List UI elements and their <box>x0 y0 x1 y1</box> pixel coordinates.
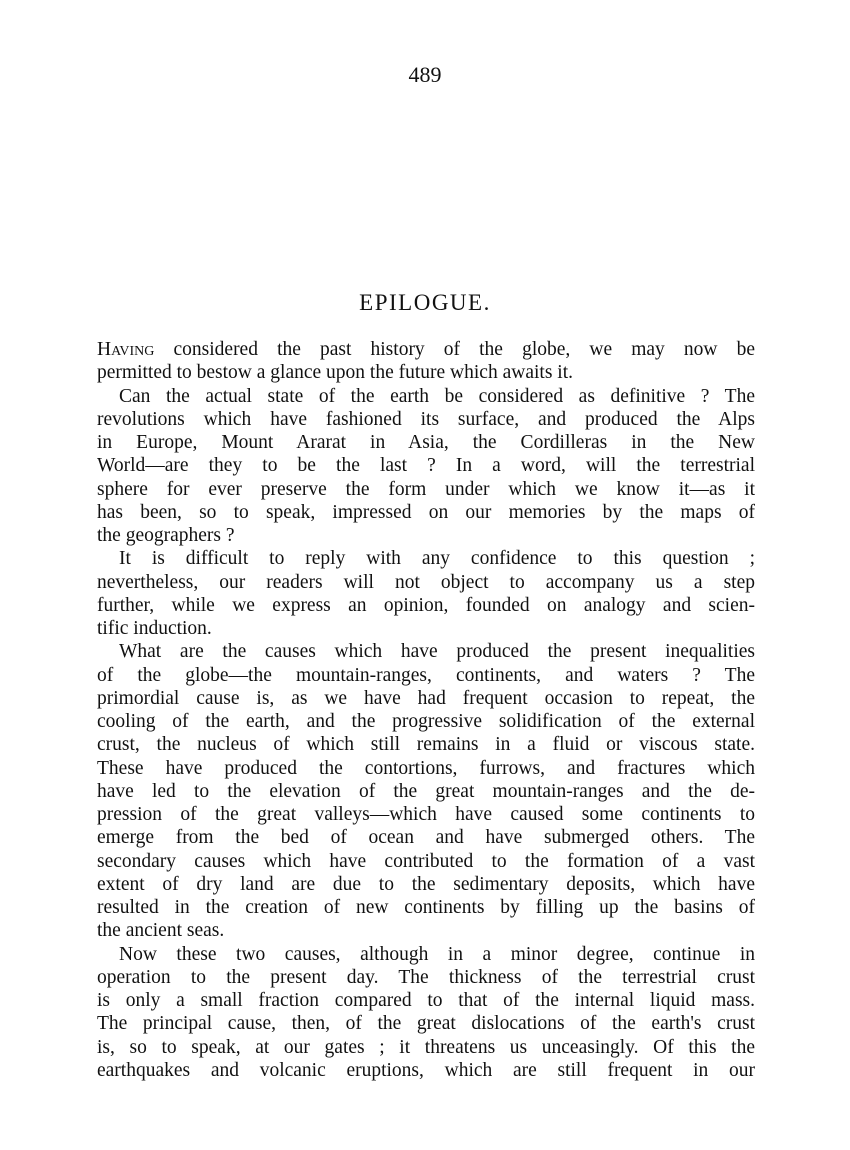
text-line-content: sphere for ever preserve the form under which we know it—as it <box>97 478 755 500</box>
text-line-content: has been, so to speak, impressed on our memories by the maps of <box>97 501 755 523</box>
text-line <box>97 1012 755 1035</box>
drop-lead-word: Having <box>97 339 155 360</box>
text-line <box>97 780 755 803</box>
text-line <box>97 454 755 477</box>
text-line <box>97 850 755 873</box>
text-line-content: pression of the great valleys—which have caused some continents to <box>97 804 755 825</box>
body-text <box>97 338 755 1082</box>
text-line-content: in Europe, Mount Ararat in Asia, the Cordilleras in the New <box>97 432 755 453</box>
text-line <box>97 385 755 408</box>
text-line-content: It is difficult to reply with any confidence to this question ; <box>119 548 755 570</box>
text-line <box>97 826 755 849</box>
text-line-content: the ancient seas. <box>97 920 225 942</box>
text-line <box>97 524 755 547</box>
text-line-content: nevertheless, our readers will not object to accompany us a step <box>97 571 755 593</box>
text-line <box>97 594 755 617</box>
text-line <box>97 710 755 733</box>
page-number: 489 <box>408 62 442 87</box>
text-line <box>97 478 755 501</box>
text-line-content: World—are they to be the last ? In a word, will the terrestrial <box>97 455 755 477</box>
text-line-content: Now these two causes, although in a minor degree, continue in <box>119 943 755 965</box>
text-line <box>97 989 755 1012</box>
text-line-content: have led to the elevation of the great mountain-ranges and the de- <box>97 780 755 802</box>
text-line-content: extent of dry land are due to the sedimentary deposits, which have <box>97 873 755 895</box>
text-line-content: revolutions which have fashioned its surface, and produced the Alps <box>97 408 755 430</box>
text-line <box>97 966 755 989</box>
text-line <box>97 687 755 710</box>
text-line-content: tific induction. <box>97 618 212 639</box>
text-line <box>97 733 755 756</box>
text-line <box>97 571 755 594</box>
text-line <box>97 896 755 919</box>
text-line <box>97 338 755 361</box>
text-line-content: of the globe—the mountain-ranges, continents, and waters ? The <box>97 664 755 686</box>
text-line <box>97 640 755 663</box>
text-line-content: emerge from the bed of ocean and have submerged others. The <box>97 827 755 849</box>
text-line <box>97 664 755 687</box>
text-line-content: primordial cause is, as we have had frequent occasion to repeat, the <box>97 687 755 709</box>
text-line-content: further, while we express an opinion, founded on analogy and scien- <box>97 594 755 616</box>
text-line <box>97 1036 755 1059</box>
text-line-content: operation to the present day. The thickness of the terrestrial crust <box>97 966 755 988</box>
text-line <box>97 617 755 640</box>
text-line-content: earthquakes and volcanic eruptions, which are still frequent in our <box>97 1059 755 1081</box>
text-line-content: the geographers ? <box>97 525 235 546</box>
text-line <box>97 873 755 896</box>
text-line <box>97 431 755 454</box>
text-line <box>97 803 755 826</box>
text-line-content: considered the past history of the globe, we may now be <box>154 339 755 360</box>
text-line <box>97 919 755 942</box>
text-line-content: These have produced the contortions, furrows, and fractures which <box>97 757 755 779</box>
text-line-content: cooling of the earth, and the progressive solidification of the external <box>97 711 755 732</box>
text-line-content: crust, the nucleus of which still remains in a fluid or viscous state. <box>97 734 755 756</box>
text-line-content: What are the causes which have produced the present inequalities <box>119 641 755 663</box>
text-line <box>97 408 755 431</box>
text-line <box>97 1059 755 1082</box>
text-line <box>97 361 755 384</box>
text-line <box>97 757 755 780</box>
text-line-content: secondary causes which have contributed to the formation of a vast <box>97 850 755 872</box>
page-title: EPILOGUE. <box>359 290 491 315</box>
text-line-content: Can the actual state of the earth be considered as definitive ? The <box>119 385 755 407</box>
text-line <box>97 501 755 524</box>
text-line-content: permitted to bestow a glance upon the future which awaits it. <box>97 362 573 384</box>
text-line <box>97 943 755 966</box>
text-line <box>97 547 755 570</box>
text-line-content: resulted in the creation of new continents by filling up the basins of <box>97 897 755 918</box>
text-line-content: is only a small fraction compared to that of the internal liquid mass. <box>97 990 755 1011</box>
text-line-content: is, so to speak, at our gates ; it threatens us unceasingly. Of this the <box>97 1036 755 1058</box>
text-line-content: The principal cause, then, of the great dislocations of the earth's crust <box>97 1013 755 1035</box>
